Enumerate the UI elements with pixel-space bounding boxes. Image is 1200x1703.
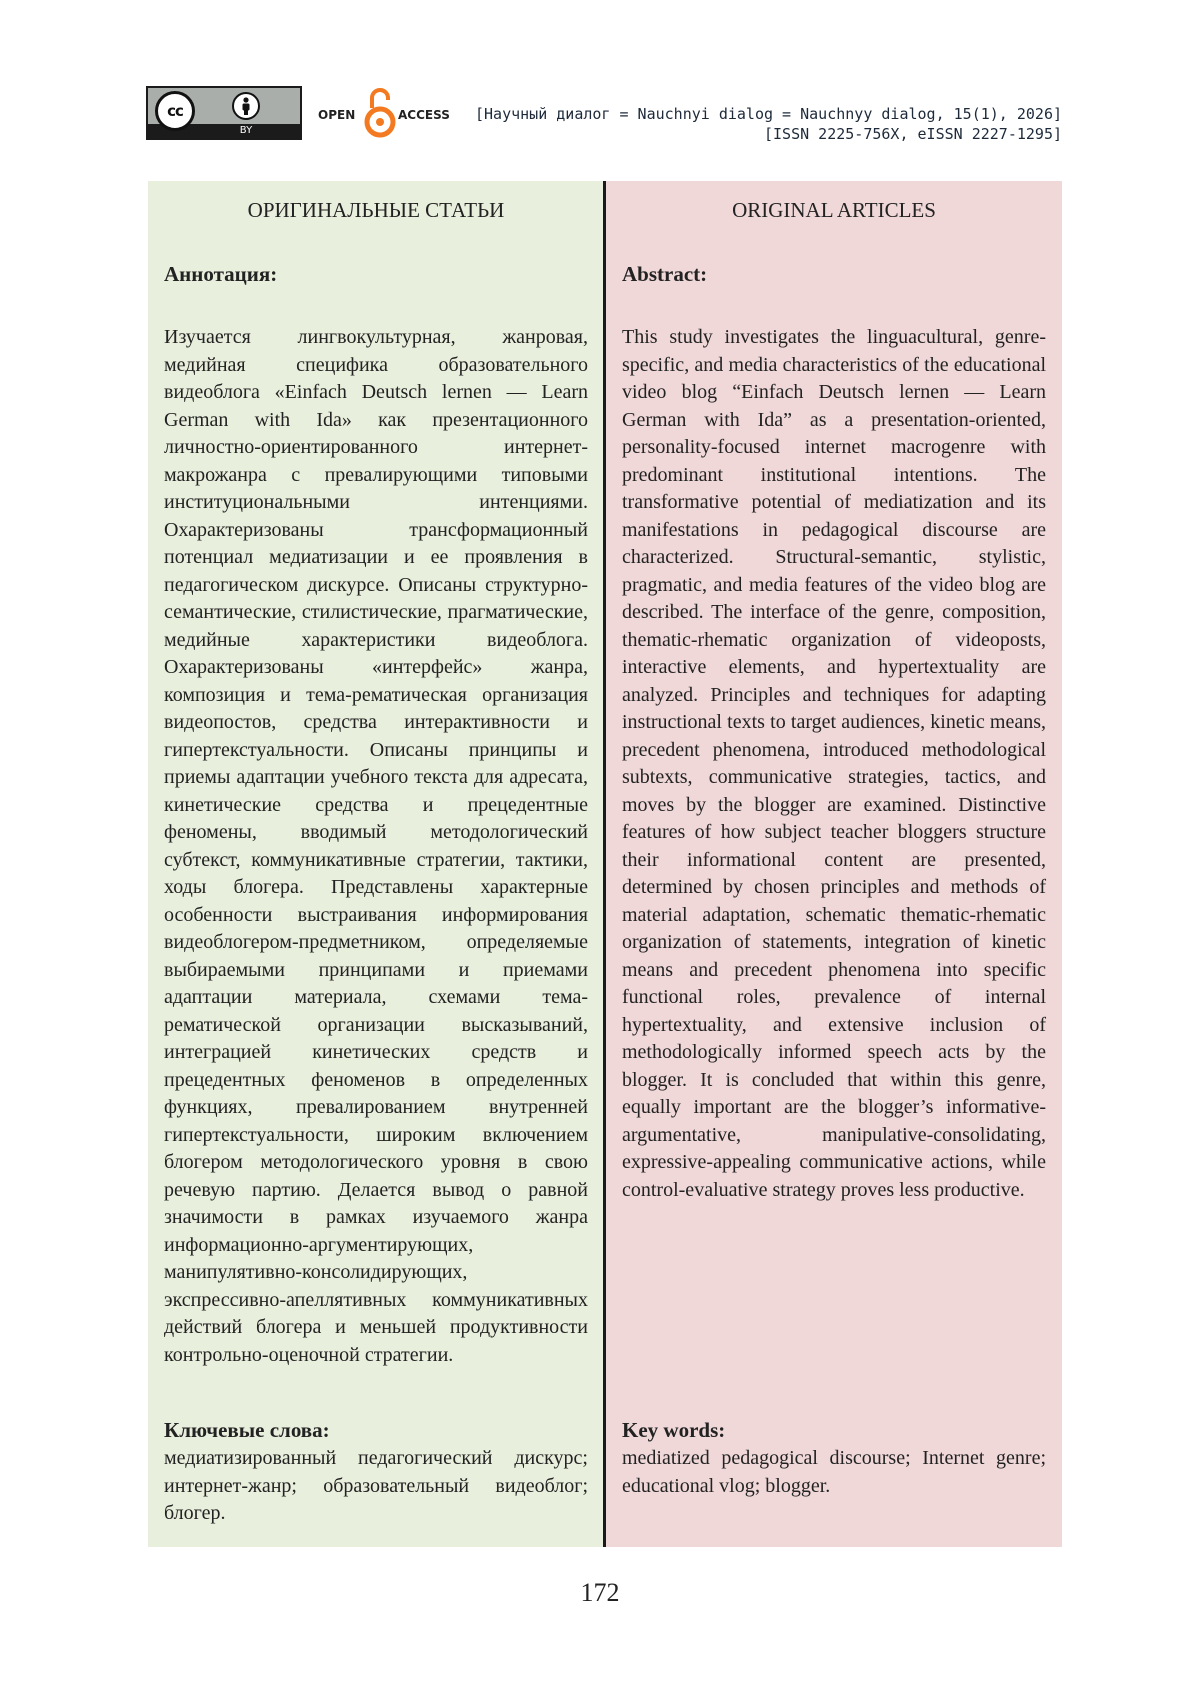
abstract-text-ru: Изучается лингвокультурная, жанровая, медийная специфика образовательного видеоблога «Einfach Deutsch lernen — Learn German with Ida» как презентационного личностно-ориентированного интернет-макрожанра с превалирующими типовыми институциональными интенциями. Охарактеризованы трансформационный потенциал медиатизации и ее проявления в педагогическом дискурсе. Описаны структурно-семантические, стилистические, прагматические, медийные характеристики видеоблога. Охарактеризованы «интерфейс» жанра, композиция и тема-рематическая организация видеопостов, средства интерактивности и гипертекстуальности. Описаны принципы и приемы адаптации учебного текста для адресата, кинетические средства и прецедентные феномены, вводимый методологический субтекст, коммуникативные стратегии, тактики, ходы блогера. Представлены характерные особенности выстраивания информирования видеоблогером-предметником, определяемые выбираемыми принципами и приемами адаптации материала, схемами тема-рематической организации высказываний, интеграцией кинетических средств и прецедентных феноменов в определенных функциях, превалированием внутренней гипертекстуальности, широким включением блогером методологического уровня в свою речевую партию. Делается вывод о равной значимости в рамках изучаемого жанра информационно-аргументирующих, манипулятивно-консолидирующих, экспрессивно-апеллятивных коммуникативных действий блогера и меньшей продуктивности контрольно-оценочной стратегии.	[164, 326, 588, 1366]
keywords-text-en: mediatized pedagogical discourse; Internet genre; educational vlog; blogger.	[622, 1447, 1046, 1497]
journal-citation: [Научный диалог = Nauchnyi dialog = Nauchnyy dialog, 15(1), 2026]	[475, 105, 1062, 123]
open-access-logo	[318, 86, 458, 140]
abstract-label-ru: Аннотация:	[164, 262, 278, 286]
by-label: BY	[239, 125, 253, 136]
abstract-text-en: This study investigates the linguacultural, genre-specific, and media characteristics of the educational video blog “Einfach Deutsch lernen — Learn German with Ida” as a presentation-oriented, personality-focused internet macrogenre with predominant institutional intentions. The transformative potential of mediatization and its manifestations in pedagogical discourse are characterized. Structural-semantic, stylistic, pragmatic, and media features of the video blog are described. The interface of the genre, composition, thematic-rhematic organization of videoposts, interactive elements, and hypertextuality are analyzed. Principles and techniques for adapting instructional texts to target audiences, kinetic means, precedent phenomena, introduced methodological subtexts, communicative strategies, tactics, and moves by the blogger are examined. Distinctive features of how subject teacher bloggers structure their informational content are presented, determined by chosen principles and methods of material adaptation, schematic thematic-rhematic organization of statements, integration of kinetic means and precedent phenomena into specific functional roles, prevalence of internal hypertextuality, and extensive inclusion of methodologically informed speech acts by the blogger. It is concluded that within this genre, equally important are the blogger’s informative-argumentative, manipulative-consolidating, expressive-appealing communicative actions, while control-evaluative strategy proves less productive.	[622, 326, 1046, 1201]
section-heading-en: ORIGINAL ARTICLES	[732, 198, 936, 222]
english-column	[606, 181, 1062, 1547]
section-heading-ru: ОРИГИНАЛЬНЫЕ СТАТЬИ	[247, 198, 505, 222]
journal-reference	[475, 104, 1062, 144]
open-access-lock-icon	[364, 86, 396, 140]
russian-column	[148, 181, 604, 1547]
access-label: ACCESS	[398, 108, 450, 122]
journal-issn: [ISSN 2225-756X, eISSN 2227-1295]	[763, 125, 1062, 143]
keywords-label-en: Key words:	[622, 1418, 726, 1442]
keywords-text-ru: медиатизированный педагогический дискурс; интернет-жанр; образовательный видеоблог; блогер.	[164, 1447, 588, 1524]
abstract-label-en: Abstract:	[622, 262, 708, 286]
creative-commons-icon: cc	[155, 91, 195, 131]
page-number: 172	[580, 1578, 620, 1607]
keywords-label-ru: Ключевые слова:	[164, 1418, 330, 1442]
attribution-person-icon	[232, 92, 260, 120]
cc-by-license-badge	[146, 86, 302, 140]
open-label: OPEN	[318, 108, 356, 122]
